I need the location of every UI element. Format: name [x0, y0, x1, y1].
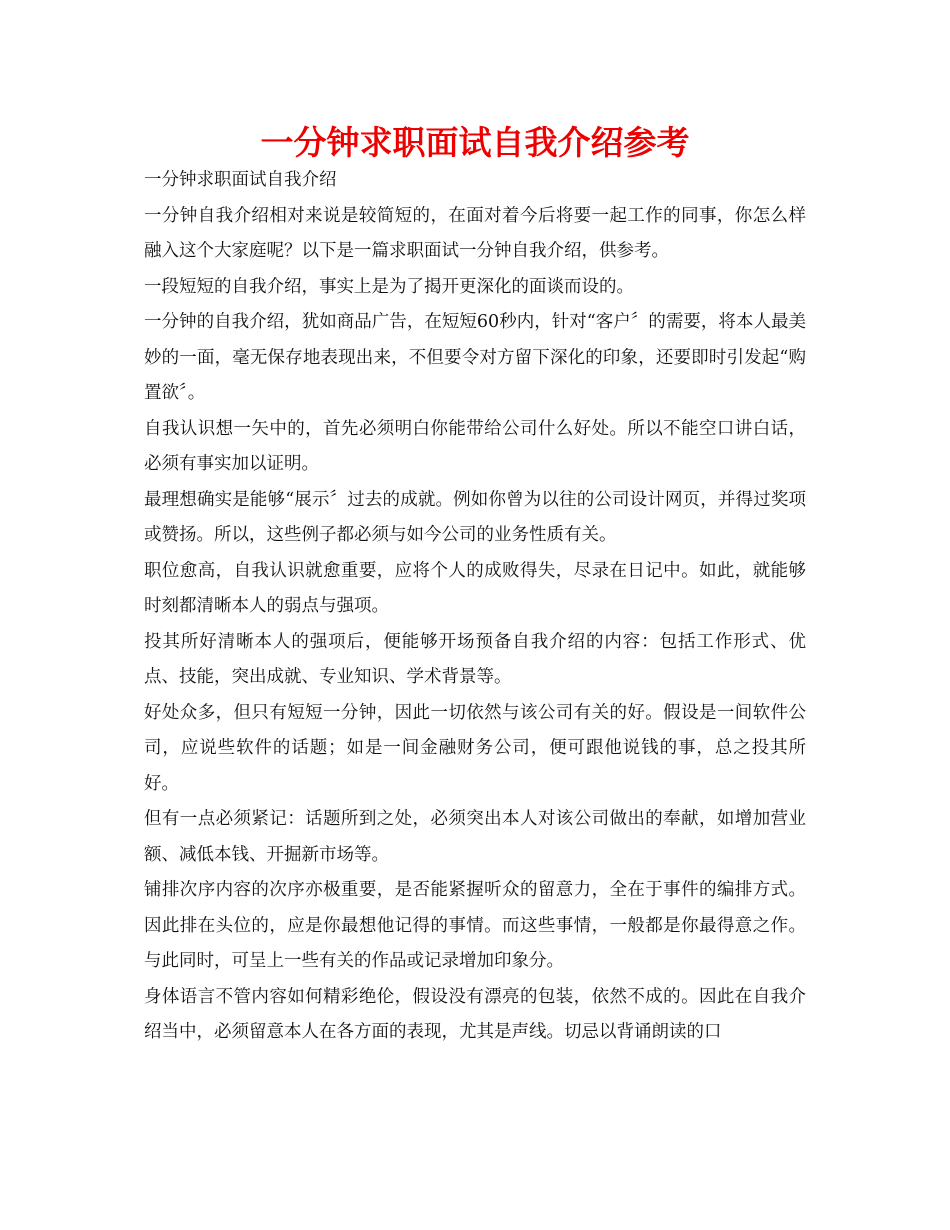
paragraph-8: 投其所好清晰本人的强项后，便能够开场预备自我介绍的内容：包括工作形式、优点、技能，突出成就、专业知识、学术背景等。	[144, 631, 806, 687]
paragraph-7: 职位愈高，自我认识就愈重要，应将个人的成败得失，尽录在日记中。如此，就能够时刻都清晰本人的弱点与强项。	[144, 560, 806, 616]
paragraph-3: 一段短短的自我介绍，事实上是为了揭开更深化的面谈而设的。	[144, 276, 634, 297]
paragraph-5: 自我认识想一矢中的，首先必须明白你能带给公司什么好处。所以不能空口讲白话，必须有事实加以证明。	[144, 418, 806, 474]
paragraph-11: 铺排次序内容的次序亦极重要，是否能紧握听众的留意力，全在于事件的编排方式。因此排在头位的，应是你最想他记得的事情。而这些事情，一般都是你最得意之作。与此同时，可呈上一些有关的作品或记录增加印象分。	[144, 880, 806, 971]
paragraph-9: 好处众多，但只有短短一分钟，因此一切依然与该公司有关的好。假设是一间软件公司，应说些软件的话题；如是一间金融财务公司，便可跟他说钱的事，总之投其所好。	[144, 702, 806, 794]
paragraph-2: 一分钟自我介绍相对来说是较简短的，在面对着今后将要一起工作的同事，你怎么样融入这个大家庭呢？以下是一篇求职面试一分钟自我介绍，供参考。	[144, 205, 806, 261]
paragraph-10: 但有一点必须紧记：话题所到之处，必须突出本人对该公司做出的奉献，如增加营业额、减低本钱、开掘新市场等。	[144, 809, 806, 865]
paragraph-1: 一分钟求职面试自我介绍	[144, 170, 337, 190]
paragraph-12: 身体语言不管内容如何精彩绝伦，假设没有漂亮的包装，依然不成的。因此在自我介绍当中，必须留意本人在各方面的表现，尤其是声线。切忌以背诵朗读的口	[144, 986, 806, 1042]
document-title: 一分钟求职面试自我介绍参考	[260, 123, 690, 162]
paragraph-6: 最理想确实是能够“展示〞过去的成就。例如你曾为以往的公司设计网页，并得过奖项或赞扬。所以，这些例子都必须与如今公司的业务性质有关。	[144, 489, 806, 545]
paragraph-4: 一分钟的自我介绍，犹如商品广告，在短短60秒内，针对“客户〞的需要，将本人最美妙的一面，毫无保存地表现出来，不但要令对方留下深化的印象，还要即时引发起“购置欲〞。	[144, 312, 806, 403]
document-body	[144, 163, 806, 1051]
